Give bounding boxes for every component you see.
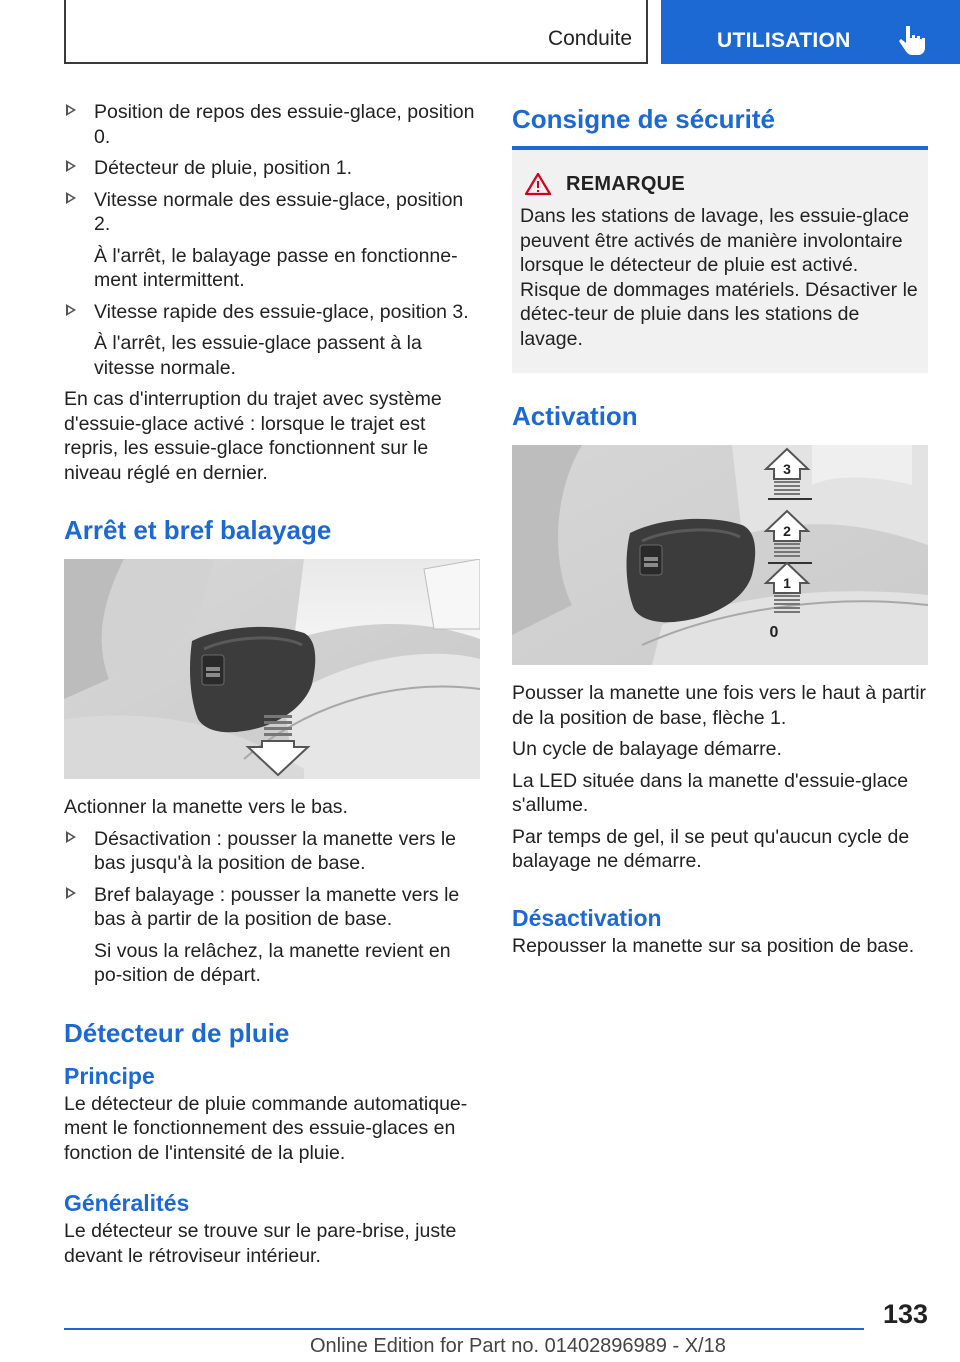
list-item-text: Position de repos des essuie-glace, position 0.: [94, 101, 475, 148]
list-item-subtext: À l'arrêt, les essuie-glace passent à la vitesse normale.: [94, 332, 422, 379]
activation-text-3: La LED située dans la manette d'essuie-glace s'allume.: [512, 769, 909, 816]
figure-caption: Actionner la manette vers le bas.: [64, 796, 348, 818]
arrow-label-0: 0: [769, 624, 779, 641]
heading-activation: Activation: [512, 401, 638, 431]
principe-paragraph: Le détecteur de pluie commande automatique-ment le fonctionnement des essuie-glaces en fonction de l'intensité de la pluie.: [64, 1092, 468, 1164]
interruption-paragraph: En cas d'interruption du trajet avec système d'essuie-glace activé : lorsque le trajet est repris, les essuie-glace fonctionnent sur le niveau réglé en dernier.: [64, 388, 442, 484]
general-paragraph: Le détecteur se trouve sur le pare-brise, juste devant le rétroviseur intérieur.: [64, 1220, 457, 1267]
notice-title: REMARQUE: [566, 172, 686, 195]
arrow-label-2: 2: [783, 523, 791, 539]
footer-divider: [64, 1328, 864, 1330]
triangle-bullet-icon: [66, 192, 76, 204]
arrow-label-3: 3: [783, 461, 791, 477]
triangle-bullet-icon: [66, 304, 76, 316]
edition-footer: Online Edition for Part no. 01402896989 - X/18: [310, 1335, 726, 1357]
list-item: [64, 300, 482, 381]
list-item: [64, 883, 482, 988]
notice-text: Dans les stations de lavage, les essuie-glace peuvent être activés de manière involontaire lorsque le détecteur de pluie est activé. Risque de dommages matériels. Désactiver le détec-teur de pluie dans les stations de lavage.: [520, 205, 918, 350]
triangle-bullet-icon: [66, 160, 76, 172]
heading-rain-sensor: Détecteur de pluie: [64, 1017, 290, 1048]
stop-list: [64, 827, 482, 988]
heading-principe: Principe: [64, 1062, 155, 1089]
warning-triangle-icon: [524, 172, 552, 196]
figure-lever-down: [64, 559, 480, 779]
notice-box: [512, 146, 928, 373]
list-item-text: Vitesse normale des essuie-glace, position 2.: [94, 188, 464, 235]
list-item-text: Désactivation : pousser la manette vers le bas jusqu'à la position de base.: [94, 827, 457, 874]
chapter-title: UTILISATION: [717, 29, 851, 52]
arrow-label-1: 1: [783, 575, 791, 591]
list-item-text: Vitesse rapide des essuie-glace, position 3.: [94, 300, 469, 323]
hand-pointer-icon: [897, 24, 927, 56]
position-list: [64, 100, 482, 380]
activation-text-4: Par temps de gel, il se peut qu'aucun cycle de balayage ne démarre.: [512, 825, 910, 872]
activation-text-1: Pousser la manette une fois vers le haut à partir de la position de base, flèche 1.: [512, 682, 927, 729]
right-column: [512, 100, 928, 965]
activation-text-2: Un cycle de balayage démarre.: [512, 738, 782, 760]
list-item-subtext: À l'arrêt, le balayage passe en fonctionne-ment intermittent.: [94, 244, 458, 291]
list-item: [64, 156, 482, 181]
triangle-bullet-icon: [66, 831, 76, 843]
list-item: [64, 827, 482, 876]
list-item-text: Détecteur de pluie, position 1.: [94, 157, 352, 179]
list-item-subtext: Si vous la relâchez, la manette revient en po-sition de départ.: [94, 939, 451, 986]
lever-up-illustration: [512, 445, 928, 665]
header-chapter-tab: [661, 0, 960, 64]
list-item: [64, 100, 482, 149]
triangle-bullet-icon: [66, 887, 76, 899]
list-item: [64, 188, 482, 293]
list-item-text: Bref balayage : pousser la manette vers le bas à partir de la position de base.: [94, 883, 460, 930]
triangle-bullet-icon: [66, 104, 76, 116]
page-number: 133: [882, 1299, 928, 1329]
header-section-box: [64, 0, 648, 64]
section-title: Conduite: [547, 27, 632, 50]
heading-safety: Consigne de sécurité: [512, 104, 775, 134]
lever-down-illustration: [64, 559, 480, 779]
left-column: [64, 100, 482, 1275]
figure-lever-up: [512, 445, 928, 665]
notice-title-row: [520, 172, 920, 196]
heading-deactivation: Désactivation: [512, 904, 662, 931]
heading-stop: Arrêt et bref balayage: [64, 515, 332, 545]
heading-general: Généralités: [64, 1190, 190, 1216]
deactivation-text: Repousser la manette sur sa position de base.: [512, 934, 915, 957]
